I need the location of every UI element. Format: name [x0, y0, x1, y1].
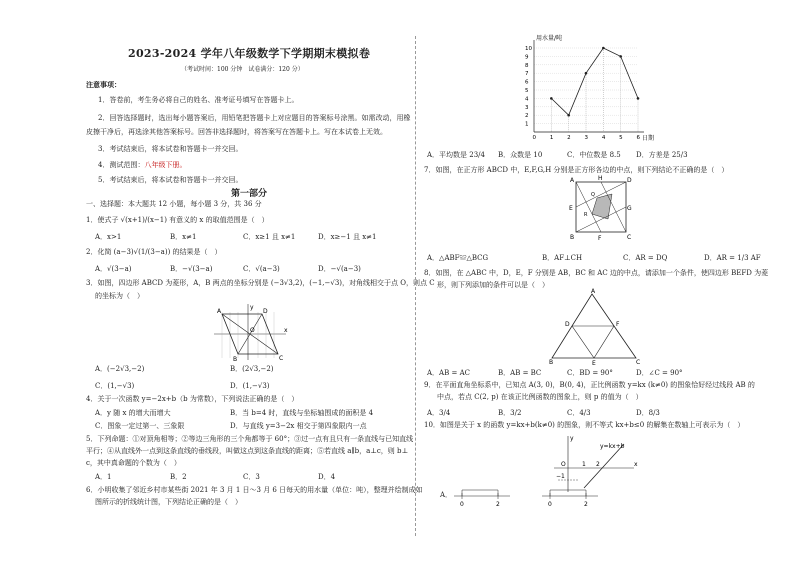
question-8a: 8．如图，在 △ABC 中，D，E，F 分别是 AB，BC 和 AC 边的中点，请添加一个条件，使四边形 BEFD 为菱: [424, 269, 769, 277]
chart-y-tick-label: 10: [525, 46, 532, 52]
note-5: 5．考试结束后，将本试卷和答题卡一并交回。: [98, 176, 243, 184]
square-label-a: A: [570, 177, 575, 184]
triangle-label-c: C: [636, 359, 641, 366]
rhombus-label-b: B: [233, 356, 238, 362]
question-6b: 图所示的折线统计图，下列结论正确的是（ ）: [95, 498, 242, 506]
graph-label-x: x: [634, 461, 638, 468]
q2-option-d[interactable]: D．−√(a−3): [318, 265, 361, 273]
note-4-range: 八年级下册。: [144, 161, 187, 169]
rhombus-label-o: O: [250, 327, 255, 334]
question-10: 10．如图是关于 x 的函数 y=kx+b(k≠0) 的图象，则不等式 kx+b≤0 的解集在数轴上可表示为（ ）: [424, 421, 745, 429]
q9-option-a[interactable]: A．3/4: [427, 409, 451, 417]
note-2b: 皮擦干净后，再选涂其他答案标号。回答非选择题时，将答案写在答题卡上。写在本试卷上无效。: [86, 128, 387, 136]
triangle-figure: [546, 288, 646, 366]
square-label-g: G: [627, 205, 632, 212]
q2-option-b[interactable]: B．−√(3−a): [170, 265, 213, 273]
square-label-d: D: [627, 177, 632, 184]
question-5c: c，其中真命题的个数为（ ）: [86, 459, 181, 467]
question-4: 4．关于一次函数 y=−2x+b（b 为常数），下列说法正确的是（ ）: [86, 395, 299, 403]
question-3b: 的坐标为（ ）: [95, 292, 144, 300]
rhombus-label-x: x: [284, 327, 288, 334]
note-4-prefix: 4．测试范围：: [98, 161, 145, 169]
q9-option-d[interactable]: D．8/3: [636, 409, 660, 417]
square-label-b: B: [570, 234, 575, 241]
number-line-a-0: 0: [460, 501, 464, 508]
q1-option-a[interactable]: A．x>1: [95, 233, 122, 241]
q8-option-a[interactable]: A．AB = AC: [427, 369, 470, 377]
chart-y-tick-label: 9: [525, 54, 529, 61]
rhombus-label-c: C: [279, 355, 284, 362]
q2-option-c[interactable]: C．√(a−3): [243, 265, 280, 273]
q1-option-c[interactable]: C．x≥1 且 x≠1: [243, 233, 296, 241]
note-3: 3．考试结束后，将本试卷和答题卡一并交回。: [98, 145, 243, 153]
question-3a: 3．如图，四边形 ABCD 为菱形，A，B 两点的坐标分别是 (−3√3,2)，(−1,−√3)，对角线相交于点 O，则点 C: [86, 279, 435, 287]
square-figure: [568, 174, 634, 244]
q3-option-d[interactable]: D．(1,−√3): [230, 382, 270, 390]
q1-option-b[interactable]: B．x≠1: [170, 233, 197, 241]
triangle-label-e: E: [592, 360, 596, 366]
triangle-label-f: F: [616, 321, 620, 328]
column-divider: [415, 36, 416, 536]
chart-x-tick-label: 4: [601, 135, 606, 141]
q7-option-c[interactable]: C．AR = DQ: [623, 254, 668, 262]
rhombus-label-d: D: [263, 308, 268, 315]
water-usage-chart: [510, 32, 660, 144]
question-6a: 6．小明收集了邻近乡村市某些街 2021 年 3 月 1 日～3 月 6 日每天的用水量（单位：吨），整理并绘制成如: [86, 486, 423, 494]
question-8b: 形，则下列添加的条件可以是（ ）: [437, 281, 549, 289]
rhombus-label-a: A: [217, 308, 222, 315]
chart-point: [567, 114, 570, 117]
q8-option-b[interactable]: B．AB = BC: [498, 369, 542, 377]
question-9b: 中点，若点 C(2, p) 在该正比例函数的图象上，则 p 的值为（ ）: [437, 393, 643, 401]
question-5b: 平行；④从直线外一点到这条直线的垂线段，叫做这点到这条直线的距离；⑤若直线 a∥b，a⊥c，则 b⊥: [86, 447, 409, 455]
q3-option-a[interactable]: A．(−2√3,−2): [95, 365, 145, 373]
graph-label-1: 1: [582, 461, 586, 468]
q5-option-b[interactable]: B．2: [170, 473, 187, 481]
chart-x-tick-label: 2: [567, 135, 571, 141]
question-9a: 9．在平面直角坐标系中，已知点 A(3, 0)，B(0, 4)，正比例函数 y=kx (k≠0) 的图象恰好经过线段 AB 的: [424, 381, 755, 389]
square-label-q: Q: [591, 192, 595, 198]
q4-option-c[interactable]: C．图象一定过第一、三象限: [95, 422, 185, 430]
graph-label-equation: y=kx+b: [600, 443, 625, 450]
chart-point: [550, 97, 553, 100]
q10-option-a[interactable]: A．: [440, 491, 453, 499]
q3-option-c[interactable]: C．(1,−√3): [95, 382, 135, 390]
square-label-h: H: [598, 175, 603, 182]
q2-option-a[interactable]: A．√(3−a): [95, 265, 132, 273]
chart-point: [619, 55, 622, 58]
chart-y-tick-label: 1: [525, 121, 529, 128]
number-line-b-0: 0: [548, 501, 552, 508]
notes-heading: 注意事项：: [86, 80, 121, 89]
chart-point: [602, 47, 605, 50]
chart-y-tick-label: 3: [525, 104, 529, 111]
question-2: 2．化简 (a−3)√(1/(3−a)) 的结果是（ ）: [86, 248, 222, 256]
q6-option-a[interactable]: A．平均数是 23/4: [427, 151, 485, 159]
q7-option-d[interactable]: D．AR = 1/3 AF: [704, 254, 761, 262]
rhombus-label-y: y: [250, 304, 254, 311]
note-1: 1．答卷前，考生务必将自己的姓名、准考证号填写在答题卡上。: [98, 96, 299, 104]
chart-y-tick-label: 7: [525, 71, 529, 78]
q1-option-d[interactable]: D．x≥−1 且 x≠1: [318, 233, 377, 241]
chart-y-tick-label: 8: [525, 62, 529, 69]
square-label-e: E: [569, 205, 573, 212]
q7-option-b[interactable]: B．AF⊥CH: [542, 254, 583, 262]
q7-option-a[interactable]: A．△ABF≌△BCG: [427, 254, 489, 262]
chart-x-tick-label: 0: [532, 135, 536, 141]
rhombus-figure: [212, 302, 290, 362]
chart-x-tick-label: 6: [636, 135, 640, 141]
question-7: 7．如图，在正方形 ABCD 中，E,F,G,H 分别是正方形各边的中点，则下列结论不正确的是（ ）: [424, 166, 729, 174]
q8-option-d[interactable]: D．∠C = 90°: [636, 369, 683, 377]
chart-point: [585, 72, 588, 75]
chart-y-tick-label: 5: [525, 88, 529, 94]
triangle-label-d: D: [565, 321, 570, 328]
section-intro: 一、选择题：本大题共 12 小题，每小题 3 分，共 36 分: [86, 200, 262, 208]
q4-option-d[interactable]: D．与直线 y=3−2x 相交于第四象限内一点: [230, 422, 367, 430]
question-5a: 5．下列命题：①对顶角相等；②等边三角形的三个角都等于 60°；③过一点有且只有一条直线与已知直线: [86, 435, 414, 443]
square-label-f: F: [598, 235, 602, 242]
q6-option-b[interactable]: B．众数是 10: [498, 151, 543, 159]
graph-label-minus-1: −1: [556, 473, 565, 480]
q9-option-b[interactable]: B．3/2: [498, 409, 522, 417]
q5-option-a[interactable]: A．1: [95, 473, 112, 481]
exam-subtitle: （考试时间：100 分钟 试卷满分：120 分）: [181, 66, 304, 73]
q8-option-c[interactable]: C．BD = 90°: [567, 369, 613, 377]
chart-point: [637, 97, 640, 100]
q5-option-d[interactable]: D．4: [318, 473, 336, 481]
chart-y-axis-label: 用水量/吨: [536, 35, 563, 42]
triangle-label-a: A: [591, 288, 596, 295]
q6-option-d[interactable]: D．方差是 25/3: [636, 151, 688, 159]
triangle-label-b: B: [549, 359, 554, 366]
chart-x-tick-label: 5: [619, 135, 623, 141]
graph-label-y: y: [570, 435, 574, 442]
number-line-a-2: 2: [496, 501, 500, 508]
chart-y-tick-label: 4: [525, 96, 529, 103]
note-2a: 2．回答选择题时，选出每小题答案后，用铅笔把答题卡上对应题目的答案标号涂黑。如需改动，用橡: [98, 114, 411, 122]
q4-option-b[interactable]: B．当 b=4 时，直线与坐标轴围成的面积是 4: [230, 409, 374, 417]
chart-y-tick-label: 6: [525, 79, 529, 86]
q9-option-c[interactable]: C．4/3: [567, 409, 591, 417]
number-line-option-a: [452, 486, 512, 508]
chart-x-tick-label: 1: [549, 135, 554, 141]
chart-y-tick-label: 2: [525, 113, 529, 120]
q3-option-b[interactable]: B．(2√3,−2): [230, 365, 274, 373]
q6-option-c[interactable]: C．中位数是 8.5: [567, 151, 621, 159]
question-1: 1．使式子 √(x+1)/(x−1) 有意义的 x 的取值范围是（ ）: [86, 216, 269, 224]
q5-option-c[interactable]: C．3: [243, 473, 260, 481]
page-title: 2023-2024 学年八年级数学下学期期末模拟卷: [128, 47, 371, 60]
graph-label-origin: O: [561, 461, 566, 468]
number-line-b-2: 2: [584, 501, 588, 508]
chart-x-tick-label: 3: [584, 135, 588, 141]
q4-option-a[interactable]: A．y 随 x 的增大而增大: [95, 409, 171, 417]
square-label-r: R: [584, 212, 588, 218]
number-line-option-b: [540, 486, 600, 508]
chart-x-axis-label: 日期: [642, 135, 655, 142]
part-heading: 第一部分: [231, 189, 268, 199]
square-label-c: C: [627, 234, 632, 241]
note-4: [98, 161, 186, 170]
graph-label-2: 2: [596, 461, 600, 468]
